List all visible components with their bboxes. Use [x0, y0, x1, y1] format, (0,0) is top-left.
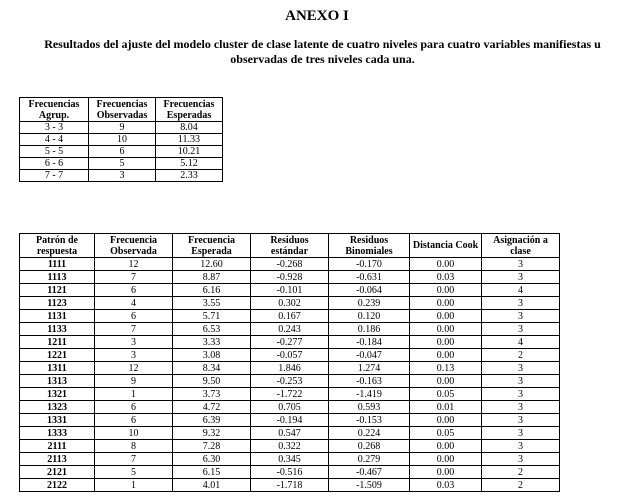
table-cell: 1133 [20, 323, 95, 336]
table-header-row [20, 234, 560, 258]
table-cell: 0.03 [410, 271, 482, 284]
table-row [20, 258, 560, 271]
table-cell: 6 [89, 146, 156, 158]
table-row [20, 427, 560, 440]
column-header: Distancia Cook [410, 234, 482, 258]
table-cell: 8.34 [173, 362, 251, 375]
column-header: Frecuencia Observada [95, 234, 173, 258]
grouped-frequencies-table [19, 97, 223, 182]
table-cell: 1123 [20, 297, 95, 310]
table-cell: -0.170 [329, 258, 410, 271]
table-cell: 8.87 [173, 271, 251, 284]
table-row [20, 170, 223, 182]
table-row [20, 401, 560, 414]
table-cell: 3 [89, 170, 156, 182]
table-cell: 6.39 [173, 414, 251, 427]
table-cell: 0.00 [410, 336, 482, 349]
table-cell: 1323 [20, 401, 95, 414]
table-cell: 1 [95, 388, 173, 401]
table-cell: 7 [95, 323, 173, 336]
table-cell: 1131 [20, 310, 95, 323]
table-cell: 8.04 [156, 122, 223, 134]
table-cell: 0.00 [410, 466, 482, 479]
table-cell: 10 [89, 134, 156, 146]
table-cell: 6.16 [173, 284, 251, 297]
table-cell: 0.05 [410, 427, 482, 440]
table-cell: 3 [482, 310, 560, 323]
table-cell: -0.631 [329, 271, 410, 284]
table-row [20, 440, 560, 453]
table-cell: 3.55 [173, 297, 251, 310]
table-cell: 1331 [20, 414, 95, 427]
table-cell: 7 - 7 [20, 170, 89, 182]
table-body [20, 122, 223, 182]
table-cell: 3.33 [173, 336, 251, 349]
table-cell: 0.13 [410, 362, 482, 375]
table-row [20, 362, 560, 375]
table-cell: 3 [482, 427, 560, 440]
table-cell: 0.03 [410, 479, 482, 492]
table-cell: -1.419 [329, 388, 410, 401]
table-cell: 0.00 [410, 310, 482, 323]
table-cell: 1313 [20, 375, 95, 388]
table-cell: 0.05 [410, 388, 482, 401]
table-cell: 1321 [20, 388, 95, 401]
table-cell: 2122 [20, 479, 95, 492]
table-cell: 3.73 [173, 388, 251, 401]
table-cell: -0.163 [329, 375, 410, 388]
column-header: Frecuencia Esperada [173, 234, 251, 258]
table-cell: 1121 [20, 284, 95, 297]
table-cell: 6 [95, 401, 173, 414]
table-cell: 2121 [20, 466, 95, 479]
table-cell: 7 [95, 453, 173, 466]
table-cell: 10 [95, 427, 173, 440]
table-cell: 4 [482, 284, 560, 297]
table-cell: 9.50 [173, 375, 251, 388]
table-cell: 1113 [20, 271, 95, 284]
table-row [20, 146, 223, 158]
table-cell: 9 [95, 375, 173, 388]
table-cell: 0.224 [329, 427, 410, 440]
table-cell: 0.547 [251, 427, 329, 440]
table-cell: -0.268 [251, 258, 329, 271]
table-cell: 3 [482, 440, 560, 453]
table-cell: 0.00 [410, 284, 482, 297]
table-cell: 1311 [20, 362, 95, 375]
table-cell: 12.60 [173, 258, 251, 271]
table-cell: 6 [95, 414, 173, 427]
table-cell: 5 - 5 [20, 146, 89, 158]
table-cell: 7 [95, 271, 173, 284]
table-cell: 12 [95, 362, 173, 375]
table-row [20, 375, 560, 388]
table-cell: 6.15 [173, 466, 251, 479]
table-cell: 11.33 [156, 134, 223, 146]
table-cell: 3 [482, 375, 560, 388]
table-cell: 6 [95, 284, 173, 297]
table-cell: 4 [482, 336, 560, 349]
column-header: Frecuencias Esperadas [156, 98, 223, 122]
annex-title: ANEXO I [285, 8, 349, 24]
column-header: Patrón de respuesta [20, 234, 95, 258]
table-cell: 6.30 [173, 453, 251, 466]
table-row [20, 310, 560, 323]
table-cell: 12 [95, 258, 173, 271]
table-cell: -1.509 [329, 479, 410, 492]
table-cell: 1 [95, 479, 173, 492]
column-header: Asignación a clase [482, 234, 560, 258]
table-cell: 0.186 [329, 323, 410, 336]
table-cell: 0.322 [251, 440, 329, 453]
table-cell: 9 [89, 122, 156, 134]
table-cell: 1111 [20, 258, 95, 271]
table-cell: 0.00 [410, 440, 482, 453]
table-cell: 0.00 [410, 414, 482, 427]
table-cell: 3 [482, 297, 560, 310]
table-cell: 3 - 3 [20, 122, 89, 134]
table-cell: 4.01 [173, 479, 251, 492]
table-cell: -1.718 [251, 479, 329, 492]
table-cell: 0.01 [410, 401, 482, 414]
table-cell: 0.167 [251, 310, 329, 323]
table-row [20, 158, 223, 170]
table-cell: 0.302 [251, 297, 329, 310]
table-row [20, 122, 223, 134]
table-row [20, 336, 560, 349]
table-cell: 2.33 [156, 170, 223, 182]
table-row [20, 388, 560, 401]
table-cell: 0.593 [329, 401, 410, 414]
table-cell: 4.72 [173, 401, 251, 414]
table-cell: 0.345 [251, 453, 329, 466]
table-cell: 3.08 [173, 349, 251, 362]
table-cell: 1333 [20, 427, 95, 440]
table-row [20, 349, 560, 362]
response-pattern-table [19, 233, 560, 492]
table-cell: 0.239 [329, 297, 410, 310]
table-row [20, 297, 560, 310]
table-cell: 3 [482, 388, 560, 401]
table-cell: 3 [482, 362, 560, 375]
table-cell: 8 [95, 440, 173, 453]
table-cell: 1221 [20, 349, 95, 362]
table-cell: 3 [482, 401, 560, 414]
table-cell: -0.928 [251, 271, 329, 284]
table-cell: -0.064 [329, 284, 410, 297]
table-cell: 0.268 [329, 440, 410, 453]
table-cell: 6 [95, 310, 173, 323]
table-cell: -0.277 [251, 336, 329, 349]
table-row [20, 414, 560, 427]
table-cell: -0.184 [329, 336, 410, 349]
table-cell: 0.279 [329, 453, 410, 466]
table-cell: 4 [95, 297, 173, 310]
table-cell: -0.101 [251, 284, 329, 297]
table-cell: -0.516 [251, 466, 329, 479]
table-cell: 2 [482, 466, 560, 479]
table-cell: 7.28 [173, 440, 251, 453]
table-cell: 0.00 [410, 258, 482, 271]
table-cell: -0.153 [329, 414, 410, 427]
table-cell: 2 [482, 479, 560, 492]
table-cell: 3 [95, 336, 173, 349]
table-cell: 5.71 [173, 310, 251, 323]
table-row [20, 453, 560, 466]
column-header: Residuos estándar [251, 234, 329, 258]
table-cell: 0.705 [251, 401, 329, 414]
table-cell: 3 [482, 258, 560, 271]
table-cell: -0.467 [329, 466, 410, 479]
table-cell: 6 - 6 [20, 158, 89, 170]
table-cell: 3 [482, 414, 560, 427]
table-cell: -0.057 [251, 349, 329, 362]
column-header: Frecuencias Observadas [89, 98, 156, 122]
table-row [20, 479, 560, 492]
table-cell: 0.00 [410, 297, 482, 310]
table-cell: -0.194 [251, 414, 329, 427]
column-header: Residuos Binomiales [329, 234, 410, 258]
table-cell: 6.53 [173, 323, 251, 336]
table-cell: 2 [482, 349, 560, 362]
document-subtitle: Resultados del ajuste del modelo cluster de clase latente de cuatro niveles para cuatro variables manifiestas u observadas de tres niveles cada una. [44, 37, 601, 66]
table-cell: 0.00 [410, 323, 482, 336]
table-cell: 0.120 [329, 310, 410, 323]
table-cell: 0.243 [251, 323, 329, 336]
table-cell: -0.253 [251, 375, 329, 388]
table-cell: 5.12 [156, 158, 223, 170]
table-cell: 2113 [20, 453, 95, 466]
table-cell: 5 [95, 466, 173, 479]
table-cell: 10.21 [156, 146, 223, 158]
table-cell: 1.846 [251, 362, 329, 375]
column-header: Frecuencias Agrup. [20, 98, 89, 122]
table-cell: 5 [89, 158, 156, 170]
table-cell: 3 [482, 271, 560, 284]
table-row [20, 134, 223, 146]
table-cell: 3 [482, 323, 560, 336]
table-cell: 3 [95, 349, 173, 362]
table-body [20, 258, 560, 492]
table-cell: 1211 [20, 336, 95, 349]
table-cell: -1.722 [251, 388, 329, 401]
table-row [20, 271, 560, 284]
table-cell: -0.047 [329, 349, 410, 362]
table-row [20, 466, 560, 479]
table-cell: 0.00 [410, 375, 482, 388]
table-cell: 4 - 4 [20, 134, 89, 146]
table-cell: 3 [482, 453, 560, 466]
table-row [20, 323, 560, 336]
table-cell: 9.32 [173, 427, 251, 440]
table-header-row [20, 98, 223, 122]
table-cell: 0.00 [410, 453, 482, 466]
table-row [20, 284, 560, 297]
table-cell: 2111 [20, 440, 95, 453]
table-cell: 0.00 [410, 349, 482, 362]
table-cell: 1.274 [329, 362, 410, 375]
